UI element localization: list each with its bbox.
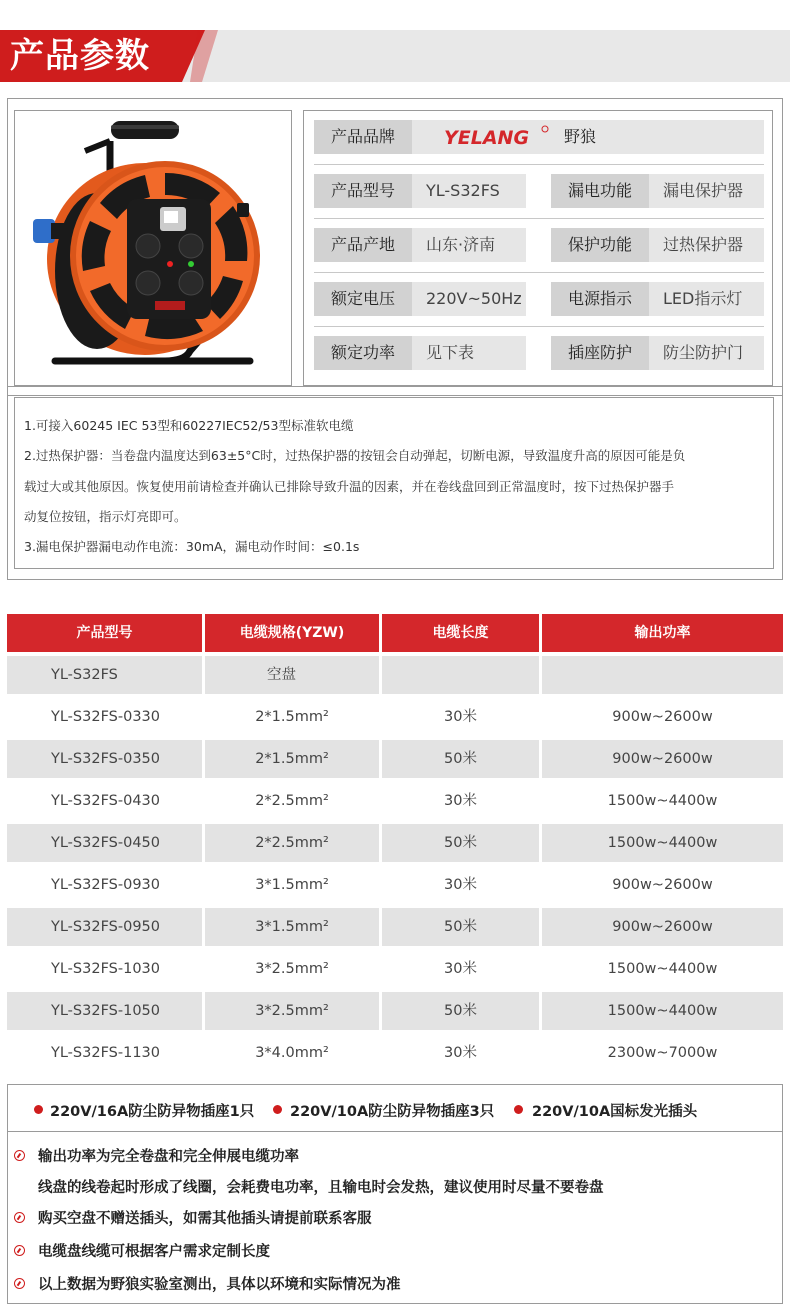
bullet-dot — [34, 1105, 43, 1114]
table-cell: 3*2.5mm² — [205, 992, 379, 1030]
param-brand — [314, 120, 764, 154]
param-label: 产品产地 — [314, 228, 412, 262]
table-cell: 2300w~7000w — [542, 1034, 783, 1072]
param-leakage — [551, 174, 764, 208]
param-value: 野狼 — [564, 127, 597, 146]
bullet-dot — [273, 1105, 282, 1114]
cable-reel-image — [15, 111, 291, 385]
feature-item: 220V/16A防尘防异物插座1只 — [50, 1104, 255, 1120]
table-cell: 30米 — [382, 1034, 539, 1072]
table-cell: 50米 — [382, 908, 539, 946]
notice-icon — [14, 1278, 25, 1289]
table-header-cell: 电缆长度 — [382, 614, 539, 652]
param-value: YL-S32FS — [426, 181, 500, 200]
param-value: 过热保护器 — [663, 235, 744, 254]
table-cell: 30米 — [382, 698, 539, 736]
param-label: 保护功能 — [551, 228, 649, 262]
param-value: 防尘防护门 — [663, 343, 744, 362]
notice-icon — [14, 1245, 25, 1256]
row-divider — [314, 326, 764, 327]
param-value: 220V~50Hz — [426, 289, 522, 308]
tip-line: 电缆盘线缆可根据客户需求定制长度 — [38, 1244, 270, 1260]
row-divider — [314, 164, 764, 165]
note-line: 3.漏电保护器漏电动作电流：30mA，漏电动作时间：≤0.1s — [24, 539, 360, 554]
table-cell: 2*2.5mm² — [205, 824, 379, 862]
table-cell: 50米 — [382, 740, 539, 778]
param-socket-guard — [551, 336, 764, 370]
table-cell: YL-S32FS-0950 — [7, 908, 202, 946]
table-cell: 2*1.5mm² — [205, 740, 379, 778]
table-cell: 900w~2600w — [542, 866, 783, 904]
table-cell: YL-S32FS-1050 — [7, 992, 202, 1030]
table-cell: YL-S32FS-0430 — [7, 782, 202, 820]
tip-line: 输出功率为完全卷盘和完全伸展电缆功率 — [38, 1149, 299, 1165]
param-label: 额定功率 — [314, 336, 412, 370]
table-cell: 30米 — [382, 950, 539, 988]
table-cell: YL-S32FS-0450 — [7, 824, 202, 862]
table-cell: YL-S32FS-1130 — [7, 1034, 202, 1072]
param-model — [314, 174, 526, 208]
table-cell: YL-S32FS-0350 — [7, 740, 202, 778]
table-cell: 空盘 — [205, 656, 379, 694]
table-cell: 3*4.0mm² — [205, 1034, 379, 1072]
tip-line: 以上数据为野狼实验室测出，具体以环境和实际情况为准 — [38, 1277, 401, 1293]
page-title: 产品参数 — [10, 36, 150, 76]
table-header-cell: 电缆规格(YZW) — [205, 614, 379, 652]
param-label: 漏电功能 — [551, 174, 649, 208]
table-cell: 2*1.5mm² — [205, 698, 379, 736]
notice-icon — [14, 1150, 25, 1161]
row-divider — [314, 272, 764, 273]
param-label: 额定电压 — [314, 282, 412, 316]
table-cell: YL-S32FS-1030 — [7, 950, 202, 988]
param-protection — [551, 228, 764, 262]
brand-logo — [442, 124, 552, 150]
param-label: 产品品牌 — [314, 120, 412, 154]
tip-line: 线盘的线卷起时形成了线圈，会耗费电功率，且输电时会发热，建议使用时尽量不要卷盘 — [38, 1180, 604, 1196]
table-cell: 50米 — [382, 824, 539, 862]
product-image-panel — [14, 110, 292, 386]
table-cell: 1500w~4400w — [542, 782, 783, 820]
param-label: 电源指示 — [551, 282, 649, 316]
table-cell: YL-S32FS-0930 — [7, 866, 202, 904]
note-line: 1.可接入60245 IEC 53型和60227IEC52/53型标准软电缆 — [24, 418, 354, 433]
note-line: 2.过热保护器：当卷盘内温度达到63±5°C时，过热保护器的按钮会自动弹起，切断电源，导致温度升高的原因可能是负 — [24, 448, 686, 463]
table-cell: 2*2.5mm² — [205, 782, 379, 820]
table-cell: 30米 — [382, 782, 539, 820]
param-value: 见下表 — [426, 343, 475, 362]
param-origin — [314, 228, 526, 262]
param-value: 漏电保护器 — [663, 181, 744, 200]
tip-line: 购买空盘不赠送插头，如需其他插头请提前联系客服 — [38, 1211, 372, 1227]
note-line: 载过大或其他原因。恢复使用前请检查并确认已排除导致升温的因素，并在卷线盘回到正常温度时，按下过热保护器手 — [24, 479, 675, 494]
table-header-cell: 输出功率 — [542, 614, 783, 652]
param-indicator — [551, 282, 764, 316]
feature-item: 220V/10A防尘防异物插座3只 — [290, 1104, 495, 1120]
param-label: 插座防护 — [551, 336, 649, 370]
table-cell: 1500w~4400w — [542, 824, 783, 862]
note-line: 动复位按钮，指示灯亮即可。 — [24, 509, 187, 524]
table-cell: 3*1.5mm² — [205, 866, 379, 904]
feature-item: 220V/10A国标发光插头 — [532, 1104, 698, 1120]
param-voltage — [314, 282, 526, 316]
table-cell: 50米 — [382, 992, 539, 1030]
bullet-dot — [514, 1105, 523, 1114]
param-value: 山东·济南 — [426, 235, 496, 254]
table-cell: 3*2.5mm² — [205, 950, 379, 988]
svg-text:YELANG: YELANG — [444, 127, 530, 149]
table-cell: 900w~2600w — [542, 908, 783, 946]
table-cell — [382, 656, 539, 694]
param-label: 产品型号 — [314, 174, 412, 208]
table-cell: 1500w~4400w — [542, 992, 783, 1030]
table-cell: 1500w~4400w — [542, 950, 783, 988]
table-cell: YL-S32FS — [7, 656, 202, 694]
table-cell: 900w~2600w — [542, 698, 783, 736]
table-cell: 3*1.5mm² — [205, 908, 379, 946]
table-cell: 30米 — [382, 866, 539, 904]
row-divider — [314, 218, 764, 219]
table-header-cell: 产品型号 — [7, 614, 202, 652]
param-power — [314, 336, 526, 370]
param-value: LED指示灯 — [663, 289, 743, 308]
table-cell: YL-S32FS-0330 — [7, 698, 202, 736]
table-cell: 900w~2600w — [542, 740, 783, 778]
features-divider — [7, 1131, 783, 1132]
table-cell — [542, 656, 783, 694]
notice-icon — [14, 1212, 25, 1223]
